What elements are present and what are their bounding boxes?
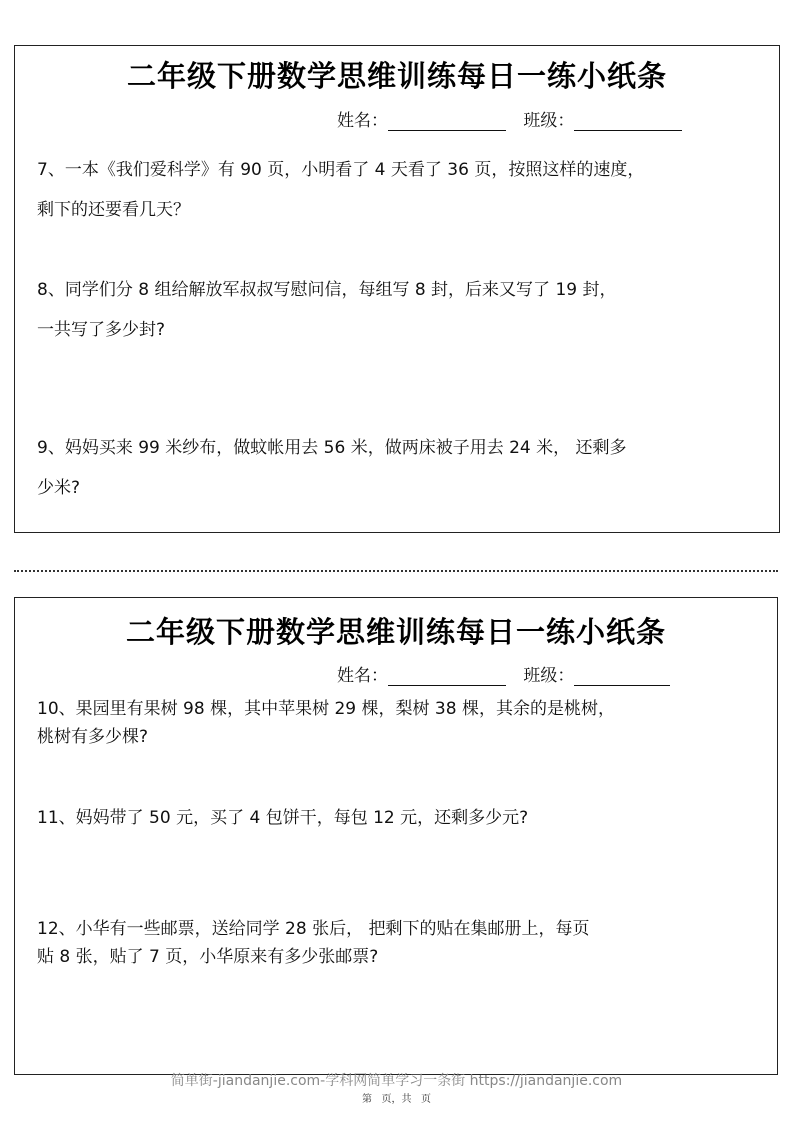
question-line: 9、妈妈买来 99 米纱布，做蚊帐用去 56 米，做两床被子用去 24 米， 还剩多 [37, 438, 627, 458]
question-9 [37, 428, 627, 508]
question-12 [37, 915, 589, 971]
worksheet-card-1 [14, 45, 780, 533]
question-line: 少米? [37, 478, 81, 498]
page-number: 第 页，共 页 [361, 1094, 432, 1105]
student-info-row [337, 661, 670, 686]
class-label: 班级： [523, 666, 575, 686]
class-field[interactable] [574, 110, 682, 131]
student-info-row [337, 106, 682, 131]
worksheet-card-2 [14, 597, 778, 1075]
question-line: 桃树有多少棵? [37, 727, 149, 747]
name-label: 姓名： [337, 666, 388, 686]
question-line: 7、一本《我们爱科学》有 90 页，小明看了 4 天看了 36 页，按照这样的速度， [37, 160, 645, 180]
question-line: 12、小华有一些邮票，送给同学 28 张后， 把剩下的贴在集邮册上，每页 [37, 919, 590, 939]
name-field[interactable] [388, 665, 506, 686]
question-8 [37, 270, 617, 350]
question-line: 10、果园里有果树 98 棵，其中苹果树 29 棵，梨树 38 棵，其余的是桃树， [37, 699, 615, 719]
name-field[interactable] [388, 110, 506, 131]
question-7 [37, 150, 644, 230]
footer-site-link[interactable]: 简单街-jiandanjie.com-学科网简单学习一条街 https://jiandanjie.com [170, 1073, 623, 1089]
card-title: 二年级下册数学思维训练每日一练小纸条 [125, 615, 666, 649]
cut-line-divider [14, 570, 778, 572]
question-line: 一共写了多少封? [37, 320, 166, 340]
question-line: 剩下的还要看几天？ [37, 200, 190, 220]
question-line: 8、同学们分 8 组给解放军叔叔写慰问信，每组写 8 封，后来又写了 19 封， [37, 280, 617, 300]
card-title: 二年级下册数学思维训练每日一练小纸条 [126, 59, 667, 93]
class-field[interactable] [574, 665, 670, 686]
question-line: 贴 8 张，贴了 7 页，小华原来有多少张邮票? [37, 947, 379, 967]
question-11 [37, 804, 528, 832]
name-label: 姓名： [337, 111, 388, 131]
question-10 [37, 695, 615, 751]
question-line: 11、妈妈带了 50 元，买了 4 包饼干，每包 12 元，还剩多少元? [37, 808, 529, 828]
class-label: 班级： [523, 111, 575, 131]
